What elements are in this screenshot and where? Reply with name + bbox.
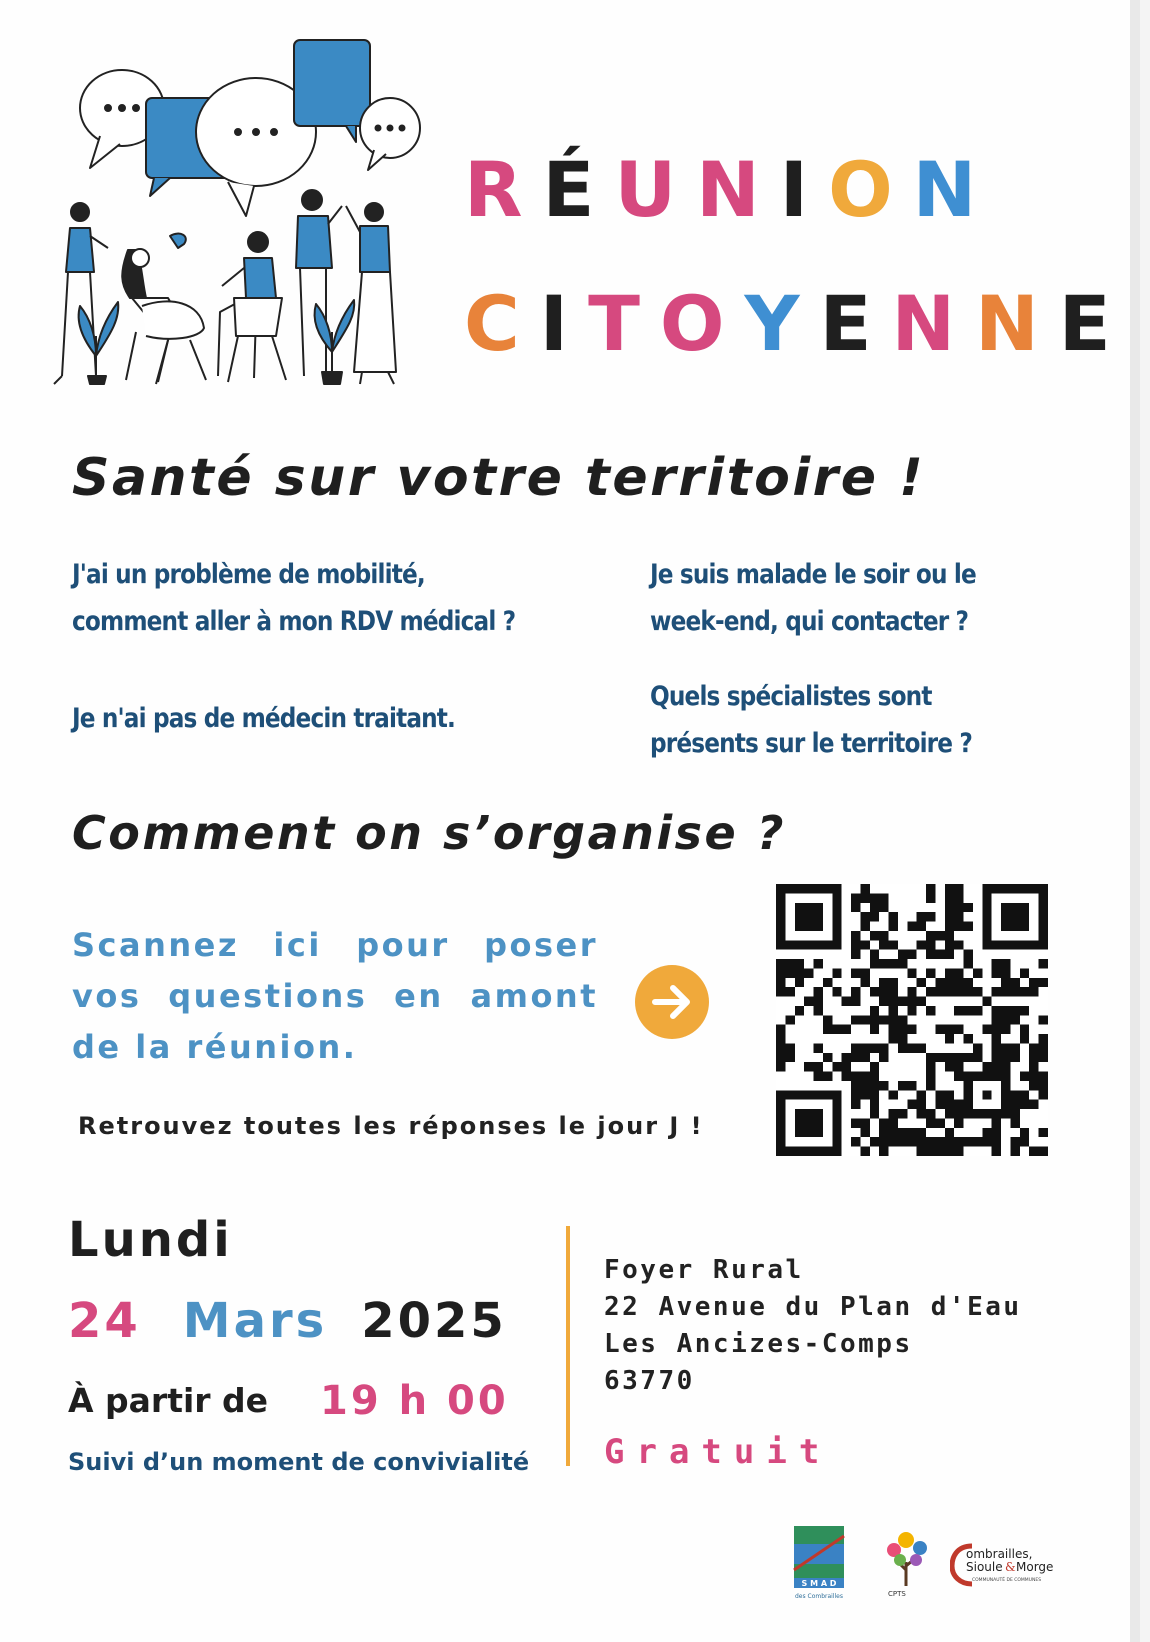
- title-letter: O: [659, 279, 745, 368]
- title-letter: N: [696, 145, 780, 234]
- title-letter: U: [614, 145, 697, 234]
- svg-text:CPTS: CPTS: [888, 1590, 906, 1598]
- svg-text:Sioule: Sioule: [966, 1560, 1003, 1574]
- people-discussion-illustration: [50, 36, 440, 406]
- event-followed-by: Suivi d’un moment de convivialité: [68, 1448, 530, 1476]
- title-letter: T: [588, 279, 660, 368]
- cpts-logo: [876, 1526, 936, 1600]
- event-date-day: 24: [68, 1293, 141, 1349]
- event-time: [68, 1376, 509, 1422]
- venue-street: 22 Avenue du Plan d'Eau: [604, 1292, 1022, 1322]
- arrow-right-circle-icon: [635, 965, 709, 1039]
- title-line-2: [464, 279, 1131, 368]
- scan-instructions: Scannez ici pour poser vos questions en amont de la réunion.: [72, 926, 598, 1066]
- svg-text:des Combrailles: des Combrailles: [794, 1593, 844, 1600]
- svg-text:COMMUNAUTÉ DE COMMUNES: COMMUNAUTÉ DE COMMUNES: [972, 1578, 1042, 1583]
- title-letter: R: [464, 145, 543, 234]
- combrailles-sioule-morge-logo: [950, 1540, 1070, 1590]
- title-letter: Y: [744, 279, 820, 368]
- question-no-doctor: Je n'ai pas de médecin traitant.: [72, 703, 456, 734]
- vertical-divider: [566, 1226, 570, 1466]
- page-edge: [1130, 0, 1140, 1642]
- venue-address: [604, 1252, 1022, 1400]
- title-letter: E: [1058, 279, 1131, 368]
- event-date-month: Mars: [182, 1293, 328, 1349]
- smad-logo: [790, 1526, 848, 1602]
- title-letter: N: [891, 279, 976, 368]
- event-time-value: 19 h 00: [320, 1378, 509, 1424]
- answers-note: Retrouvez toutes les réponses le jour J !: [78, 1112, 704, 1140]
- venue-name: Foyer Rural: [604, 1255, 804, 1285]
- svg-text:ombrailles,: ombrailles,: [966, 1547, 1033, 1561]
- subtitle: Santé sur votre territoire !: [72, 448, 926, 508]
- title-letter: E: [819, 279, 892, 368]
- title-letter: I: [539, 279, 589, 368]
- qr-code[interactable]: [776, 884, 1048, 1156]
- venue-postcode: 63770: [604, 1366, 695, 1396]
- organisation-heading: Comment on s’organise ?: [72, 806, 786, 860]
- event-date: [68, 1293, 507, 1349]
- title-letter: C: [464, 279, 540, 368]
- title-letter: O: [828, 145, 913, 234]
- title-letter: I: [779, 145, 829, 234]
- event-date-year: 2025: [361, 1293, 507, 1349]
- question-evening-care: Je suis malade le soir ou le week-end, qui contacter ?: [650, 559, 976, 637]
- svg-text:&: &: [1005, 1560, 1016, 1574]
- price-label: Gratuit: [604, 1432, 832, 1472]
- title-line-1: [464, 145, 997, 234]
- svg-text:Morge: Morge: [1016, 1560, 1054, 1574]
- title-letter: N: [975, 279, 1059, 368]
- question-mobility: J'ai un problème de mobilité, comment aller à mon RDV médical ?: [72, 559, 516, 637]
- title-letter: N: [912, 145, 997, 234]
- event-time-prefix: À partir de: [68, 1381, 269, 1420]
- event-day: Lundi: [68, 1212, 233, 1268]
- venue-city: Les Ancizes-Comps: [604, 1329, 913, 1359]
- question-specialists: Quels spécialistes sont présents sur le territoire ?: [650, 681, 973, 759]
- svg-text:S M A D: S M A D: [801, 1579, 837, 1588]
- title-letter: É: [542, 145, 615, 234]
